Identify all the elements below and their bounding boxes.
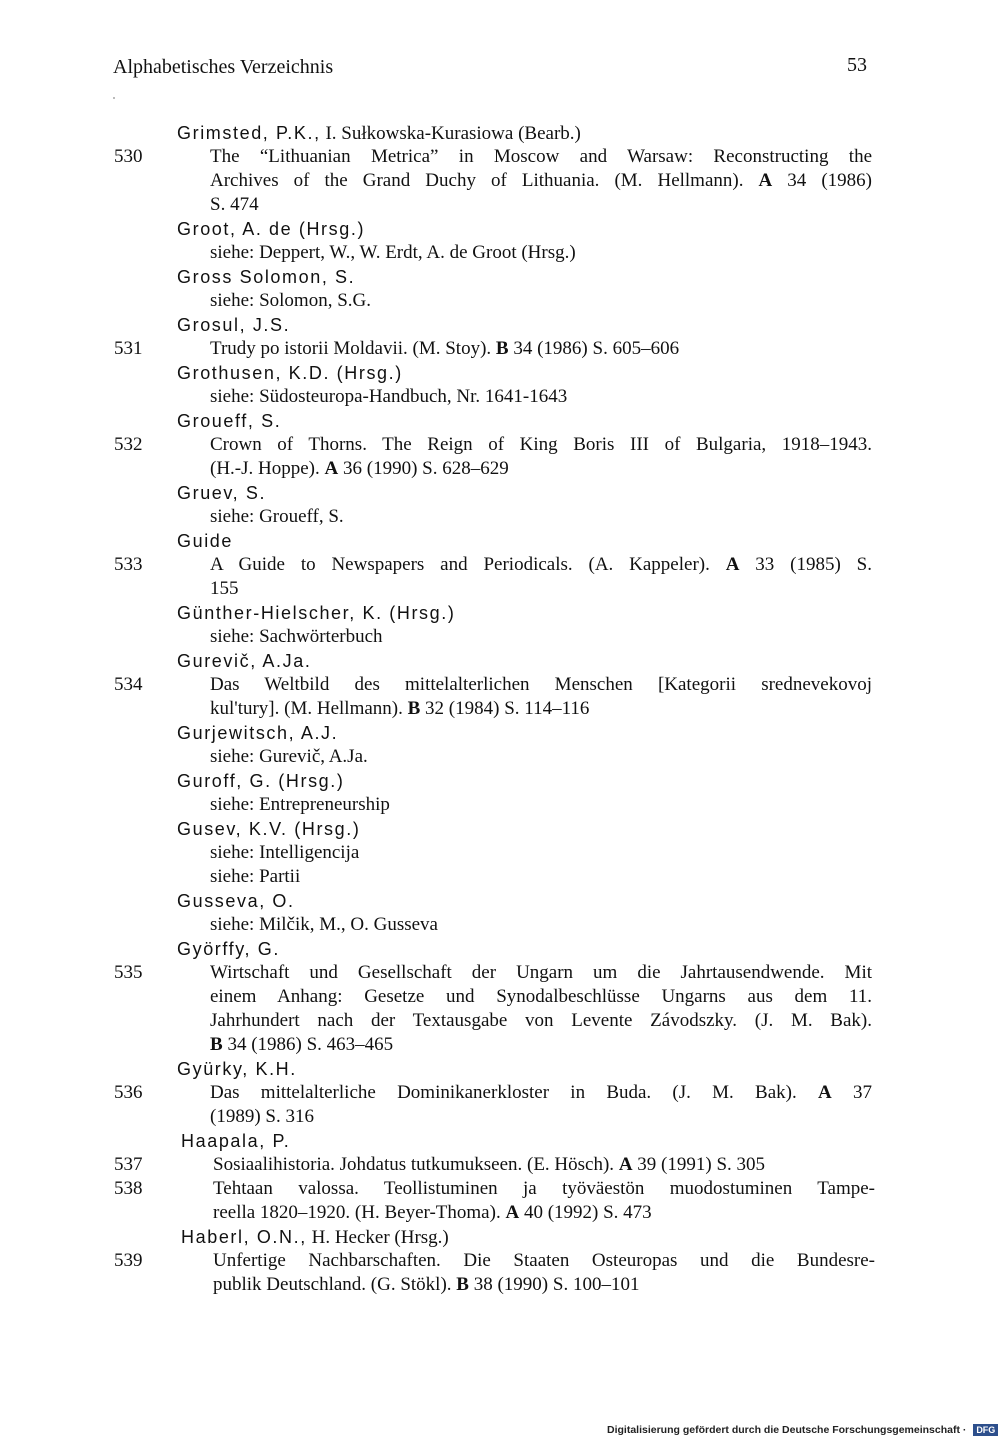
entry-number: 535 <box>114 962 143 983</box>
index-entry-author: Guroff, G. (Hrsg.) <box>177 771 345 791</box>
index-entry-line: publik Deutschland. (G. Stökl). B 38 (1990) S. 100–101 <box>213 1274 640 1295</box>
cross-reference: siehe: Deppert, W., W. Erdt, A. de Groot (Hrsg.) <box>210 242 576 263</box>
index-entry-author: Groot, A. de (Hrsg.) <box>177 219 366 239</box>
index-entry-line: 539 Unfertige Nachbarschaften. Die Staaten Osteuropas und die Bundesre- <box>114 1250 875 1271</box>
cross-reference: siehe: Partii <box>210 866 301 887</box>
index-entry-author: Haberl, O.N., H. Hecker (Hrsg.) <box>181 1227 449 1248</box>
index-entry-line: 535 Wirtschaft und Gesellschaft der Ungarn um die Jahrtausendwende. Mit <box>114 962 872 983</box>
index-entry-line: einem Anhang: Gesetze und Synodalbeschlüsse Ungarns aus dem 11. <box>210 986 872 1007</box>
entry-number: 536 <box>114 1082 143 1103</box>
entry-number: 537 <box>114 1154 143 1175</box>
index-entry-line: 536 Das mittelalterliche Dominikanerkloster in Buda. (J. M. Bak). A 37 <box>114 1082 873 1103</box>
dfg-logo-icon: DFG <box>973 1424 998 1436</box>
index-entry-author: Gyürky, K.H. <box>177 1059 297 1079</box>
index-entry-line: Jahrhundert nach der Textausgabe von Levente Závodszky. (J. M. Bak). <box>210 1010 872 1031</box>
index-entry-author: Grothusen, K.D. (Hrsg.) <box>177 363 403 383</box>
index-entry-author: Groueff, S. <box>177 411 282 431</box>
cross-reference: siehe: Entrepreneurship <box>210 794 390 815</box>
index-entry-line: 155 <box>210 578 239 599</box>
index-entry-line: 530 The “Lithuanian Metrica” in Moscow and Warsaw: Reconstructing the <box>114 146 872 167</box>
entry-number: 530 <box>114 146 143 167</box>
index-entry-author: Guide <box>177 531 234 551</box>
index-entry-author: Gusseva, O. <box>177 891 295 911</box>
index-entry-author: Grimsted, P.K., I. Sułkowska-Kurasiowa (Bearb.) <box>177 123 581 144</box>
index-entry-line: 533 A Guide to Newspapers and Periodicals. (A. Kappeler). A 33 (1985) S. <box>114 554 872 575</box>
index-entry-author: Gurjewitsch, A.J. <box>177 723 339 743</box>
entry-number: 533 <box>114 554 143 575</box>
index-entry-line: (1989) S. 316 <box>210 1106 314 1127</box>
index-entry-line: 534 Das Weltbild des mittelalterlichen Menschen [Kategorii srednevekovoj <box>114 674 872 695</box>
cross-reference: siehe: Gurevič, A.Ja. <box>210 746 368 767</box>
scan-mark <box>113 97 115 99</box>
index-entry-author: Gusev, K.V. (Hrsg.) <box>177 819 361 839</box>
index-entry-line: kul'tury]. (M. Hellmann). B 32 (1984) S. 114–116 <box>210 698 590 719</box>
index-entry-line: 531 Trudy po istorii Moldavii. (M. Stoy). B 34 (1986) S. 605–606 <box>114 338 680 359</box>
index-entry-line: 532 Crown of Thorns. The Reign of King Boris III of Bulgaria, 1918–1943. <box>114 434 872 455</box>
index-entry-line: (H.-J. Hoppe). A 36 (1990) S. 628–629 <box>210 458 509 479</box>
cross-reference: siehe: Solomon, S.G. <box>210 290 371 311</box>
entry-number: 532 <box>114 434 143 455</box>
cross-reference: siehe: Sachwörterbuch <box>210 626 383 647</box>
index-entry-line: S. 474 <box>210 194 259 215</box>
index-list <box>0 121 1000 1297</box>
running-header-title: Alphabetisches Verzeichnis <box>113 56 334 78</box>
index-entry-author: Gross Solomon, S. <box>177 267 356 287</box>
index-entry-line: reella 1820–1920. (H. Beyer-Thoma). A 40 (1992) S. 473 <box>213 1202 652 1223</box>
digitization-credit: Digitalisierung gefördert durch die Deutsche Forschungsgemeinschaft · DFG <box>607 1424 998 1436</box>
entry-number: 534 <box>114 674 143 695</box>
entry-number: 538 <box>114 1178 143 1199</box>
index-entry-author: Gurevič, A.Ja. <box>177 651 312 671</box>
index-entry-author: Györffy, G. <box>177 939 280 959</box>
index-entry-line: 537 Sosiaalihistoria. Johdatus tutkumukseen. (E. Hösch). A 39 (1991) S. 305 <box>114 1154 766 1175</box>
cross-reference: siehe: Südosteuropa-Handbuch, Nr. 1641-1643 <box>210 386 568 407</box>
entry-number: 539 <box>114 1250 143 1271</box>
cross-reference: siehe: Intelligencija <box>210 842 360 863</box>
index-entry-line: B 34 (1986) S. 463–465 <box>210 1034 394 1055</box>
cross-reference: siehe: Groueff, S. <box>210 506 344 527</box>
index-entry-line: Archives of the Grand Duchy of Lithuania. (M. Hellmann). A 34 (1986) <box>210 170 873 191</box>
entry-number: 531 <box>114 338 143 359</box>
index-entry-author: Günther-Hielscher, K. (Hrsg.) <box>177 603 456 623</box>
cross-reference: siehe: Milčik, M., O. Gusseva <box>210 914 438 935</box>
index-entry-line: 538 Tehtaan valossa. Teollistuminen ja työväestön muodostuminen Tampe- <box>114 1178 875 1199</box>
index-entry-author: Grosul, J.S. <box>177 315 291 335</box>
index-entry-author: Gruev, S. <box>177 483 267 503</box>
index-entry-author: Haapala, P. <box>181 1131 291 1151</box>
page-number: 53 <box>847 54 867 76</box>
